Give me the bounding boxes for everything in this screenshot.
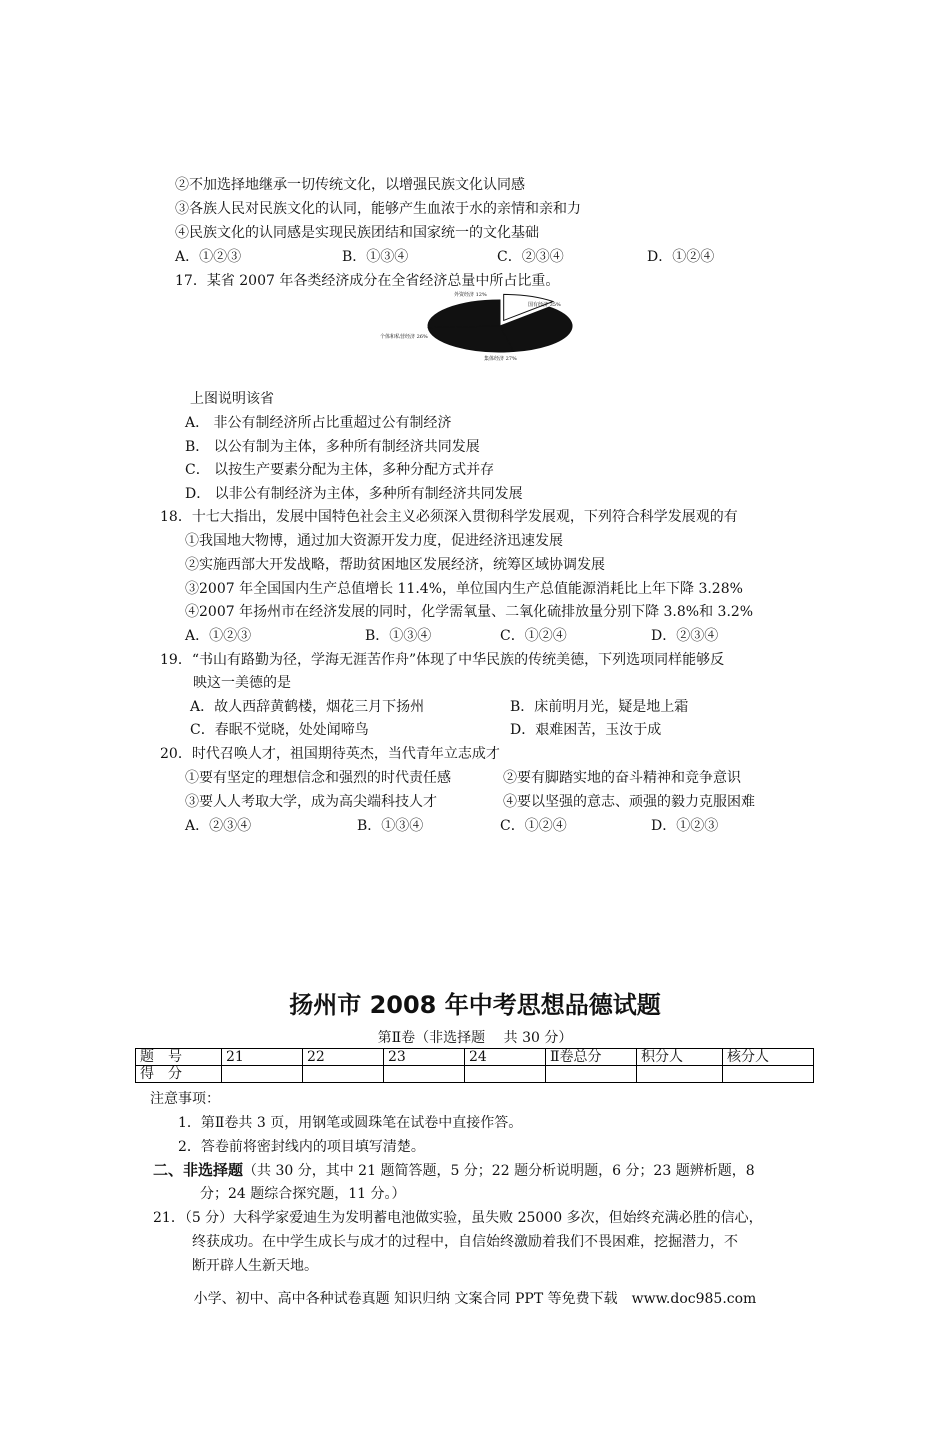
score-input-24[interactable] bbox=[465, 1066, 546, 1083]
q20-items-row2 bbox=[0, 793, 950, 811]
q20-item-1: ①要有坚定的理想信念和强烈的时代责任感 bbox=[185, 770, 451, 786]
q16-option-b: B．①③④ bbox=[342, 249, 409, 265]
q16-options bbox=[0, 248, 950, 266]
cell-scorer: 积分人 bbox=[637, 1049, 723, 1066]
q17-option-a: A． 非公有制经济所占比重超过公有制经济 bbox=[185, 415, 452, 431]
cell-question-label: 题 号 bbox=[136, 1049, 222, 1066]
q18-item-3: ③2007 年全国国内生产总值增长 11.4%，单位国内生产总值能源消耗比上年下降 3.28% bbox=[185, 581, 743, 597]
q18-item-1: ①我国地大物博，通过加大资源开发力度，促进经济迅速发展 bbox=[185, 533, 563, 549]
q17-lead: 上图说明该省 bbox=[190, 391, 274, 407]
pie-slice-collective bbox=[428, 326, 513, 352]
score-input-checker[interactable] bbox=[723, 1066, 814, 1083]
q20-option-b: B．①③④ bbox=[357, 818, 424, 834]
q17-option-d: D． 以非公有制经济为主体，多种所有制经济共同发展 bbox=[185, 486, 523, 502]
q20-item-2: ②要有脚踏实地的奋斗精神和竞争意识 bbox=[503, 770, 741, 786]
q20-options bbox=[0, 817, 950, 835]
q20-option-c: C．①②④ bbox=[500, 818, 567, 834]
note-1: 1．第Ⅱ卷共 3 页，用钢笔或圆珠笔在试卷中直接作答。 bbox=[178, 1115, 523, 1131]
page-footer: 小学、初中、高中各种试卷真题 知识归纳 文案合同 PPT 等免费下载 www.doc985.com bbox=[193, 1291, 757, 1307]
q20-item-4: ④要以坚强的意志、顽强的毅力克服困难 bbox=[503, 794, 755, 810]
q18-option-c: C．①②④ bbox=[500, 628, 567, 644]
exam-title: 扬州市 2008 年中考思想品德试题 bbox=[289, 991, 661, 1019]
section-subtitle: 第Ⅱ卷（非选择题 共 30 分） bbox=[377, 1030, 573, 1046]
cell-q24: 24 bbox=[465, 1049, 546, 1066]
q18-item-2: ②实施西部大开发战略，帮助贫困地区发展经济，统筹区域协调发展 bbox=[185, 557, 605, 573]
cell-q21: 21 bbox=[222, 1049, 303, 1066]
notes-title: 注意事项： bbox=[150, 1091, 220, 1107]
score-input-scorer[interactable] bbox=[637, 1066, 723, 1083]
economy-pie-chart bbox=[380, 284, 580, 364]
pie-label-collective: 集体经济 27% bbox=[484, 356, 517, 362]
q20-item-3: ③要人人考取大学，成为高尖端科技人才 bbox=[185, 794, 437, 810]
part2-heading: 二、非选择题 bbox=[153, 1161, 244, 1179]
score-table-header-row bbox=[136, 1049, 814, 1066]
q17-option-c: C． 以按生产要素分配为主体，多种分配方式并存 bbox=[185, 462, 495, 478]
q16-item-2: ②不加选择地继承一切传统文化，以增强民族文化认同感 bbox=[175, 177, 525, 193]
q19-option-c: C．春眠不觉晓，处处闻啼鸟 bbox=[190, 722, 369, 738]
score-input-23[interactable] bbox=[384, 1066, 465, 1083]
q19-options-row1 bbox=[0, 698, 950, 716]
q16-item-4: ④民族文化的认同感是实现民族团结和国家统一的文化基础 bbox=[175, 225, 539, 241]
q21-line2: 终获成功。在中学生成长与成才的过程中，自信始终激励着我们不畏困难，挖掘潜力，不 bbox=[192, 1234, 738, 1250]
pie-label-private: 个体和私营经济 26% bbox=[380, 334, 428, 340]
score-table bbox=[135, 1048, 814, 1083]
q18-options bbox=[0, 627, 950, 645]
q19-stem-line1: 19．“书山有路勤为径，学海无涯苦作舟”体现了中华民族的传统美德，下列选项同样能够反 bbox=[160, 652, 725, 668]
score-input-21[interactable] bbox=[222, 1066, 303, 1083]
q20-stem: 20．时代召唤人才，祖国期待英杰，当代青年立志成才 bbox=[160, 746, 500, 762]
q21-line1: 21．（5 分）大科学家爱迪生为发明蓄电池做实验，虽失败 25000 多次，但始终充满必胜的信心， bbox=[153, 1210, 763, 1226]
q18-item-4: ④2007 年扬州市在经济发展的同时，化学需氧量、二氧化硫排放量分别下降 3.8%和 3.2% bbox=[185, 604, 754, 620]
q19-stem-line2: 映这一美德的是 bbox=[193, 675, 291, 691]
q16-item-3: ③各族人民对民族文化的认同，能够产生血浓于水的亲情和亲和力 bbox=[175, 201, 581, 217]
cell-score-label: 得 分 bbox=[136, 1066, 222, 1083]
q19-options-row2 bbox=[0, 721, 950, 739]
q21-line3: 断开辟人生新天地。 bbox=[192, 1258, 318, 1274]
q18-option-d: D．②③④ bbox=[651, 628, 719, 644]
note-2: 2．答卷前将密封线内的项目填写清楚。 bbox=[178, 1139, 425, 1155]
q16-option-d: D．①②④ bbox=[647, 249, 715, 265]
pie-label-state: 国有经济 35% bbox=[528, 302, 561, 308]
q18-option-a: A．①②③ bbox=[185, 628, 252, 644]
cell-checker: 核分人 bbox=[723, 1049, 814, 1066]
pie-slice-private bbox=[428, 300, 500, 328]
cell-total: Ⅱ卷总分 bbox=[546, 1049, 637, 1066]
q19-option-d: D．艰难困苦，玉汝于成 bbox=[510, 722, 662, 738]
cell-q22: 22 bbox=[303, 1049, 384, 1066]
q18-stem: 18．十七大指出，发展中国特色社会主义必须深入贯彻科学发展观，下列符合科学发展观的有 bbox=[160, 509, 738, 525]
part2-desc-line2: 分；24 题综合探究题，11 分。） bbox=[200, 1186, 406, 1202]
q19-option-b: B．床前明月光，疑是地上霜 bbox=[510, 699, 689, 715]
q16-option-a: A．①②③ bbox=[175, 249, 242, 265]
pie-label-foreign: 外资经济 12% bbox=[454, 292, 487, 298]
q17-option-b: B． 以公有制为主体，多种所有制经济共同发展 bbox=[185, 439, 480, 455]
part2-heading-line bbox=[153, 1161, 755, 1180]
q16-option-c: C．②③④ bbox=[497, 249, 564, 265]
score-table-score-row bbox=[136, 1066, 814, 1083]
cell-q23: 23 bbox=[384, 1049, 465, 1066]
q20-option-a: A．②③④ bbox=[185, 818, 252, 834]
q19-option-a: A．故人西辞黄鹤楼，烟花三月下扬州 bbox=[190, 699, 425, 715]
q20-option-d: D．①②③ bbox=[651, 818, 719, 834]
q20-items-row1 bbox=[0, 769, 950, 787]
q18-option-b: B．①③④ bbox=[365, 628, 432, 644]
part2-desc: （共 30 分，其中 21 题简答题，5 分；22 题分析说明题，6 分；23 题辨析题，8 bbox=[243, 1163, 755, 1179]
q17-stem: 17．某省 2007 年各类经济成分在全省经济总量中所占比重。 bbox=[175, 273, 560, 289]
score-input-22[interactable] bbox=[303, 1066, 384, 1083]
score-input-total[interactable] bbox=[546, 1066, 637, 1083]
